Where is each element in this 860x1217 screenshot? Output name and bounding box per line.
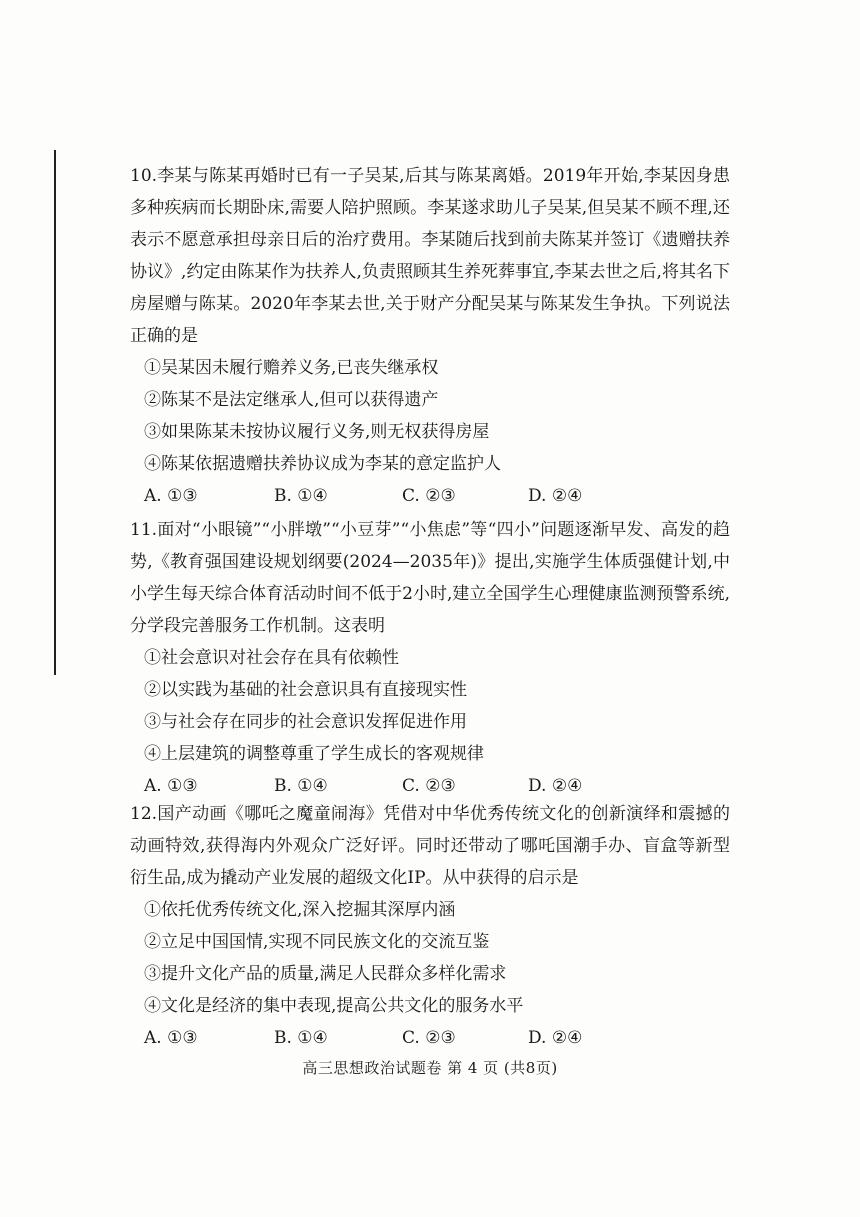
choice-c: C. ②③ [402,776,456,796]
choice-c: C. ②③ [402,1028,456,1048]
page-footer: 高三思想政治试题卷 第 4 页 (共8页) [302,1059,558,1077]
question-stem: 11.面对“小眼镜”“小胖墩”“小豆芽”“小焦虑”等“四小”问题逐渐早发、高发的趋势,《教育强国建设规划纲要(2024—2035年)》提出,实施学生体质强健计划,中小学生每天综合体育活动时间不低于2小时,建立全国学生心理健康监测预警系统,分学段完善服务工作机制。这表明 [130,520,730,636]
choice-b: B. ①④ [274,486,328,506]
choice-d: D. ②④ [528,1028,583,1048]
option-4: ④文化是经济的集中表现,提高公共文化的服务水平 [144,996,524,1016]
option-1: ①社会意识对社会存在具有依赖性 [144,648,399,668]
question-stem: 10.李某与陈某再婚时已有一子吴某,后其与陈某离婚。2019年开始,李某因身患多种疾病而长期卧床,需要人陪护照顾。李某遂求助儿子吴某,但吴某不顾不理,还表示不愿意承担母亲日后的治疗费用。李某随后找到前夫陈某并签订《遗赠扶养协议》,约定由陈某作为扶养人,负责照顾其生养死葬事宜,李某去世之后,将其名下房屋赠与陈某。2020年李某去世,关于财产分配吴某与陈某发生争执。下列说法正确的是 [130,166,730,346]
choice-d: D. ②④ [528,776,583,796]
option-2: ②以实践为基础的社会意识具有直接现实性 [144,680,467,700]
option-3: ③如果陈某未按协议履行义务,则无权获得房屋 [144,422,490,442]
answer-choices [130,1022,730,1054]
option-3: ③提升文化产品的质量,满足人民群众多样化需求 [144,964,507,984]
choice-a: A. ①③ [144,776,198,796]
option-1: ①依托优秀传统文化,深入挖掘其深厚内涵 [144,900,456,920]
question-10 [130,160,730,512]
choice-a: A. ①③ [144,1028,198,1048]
choice-b: B. ①④ [274,776,328,796]
option-2: ②立足中国国情,实现不同民族文化的交流互鉴 [144,932,490,952]
choice-d: D. ②④ [528,486,583,506]
option-2: ②陈某不是法定继承人,但可以获得遗产 [144,390,439,410]
question-11 [130,514,730,802]
option-4: ④上层建筑的调整尊重了学生成长的客观规律 [144,744,484,764]
option-1: ①吴某因未履行赡养义务,已丧失继承权 [144,358,439,378]
option-4: ④陈某依据遗赠扶养协议成为李某的意定监护人 [144,454,501,474]
choice-a: A. ①③ [144,486,198,506]
margin-rule [54,150,56,675]
question-stem: 12.国产动画《哪吒之魔童闹海》凭借对中华优秀传统文化的创新演绎和震撼的动画特效,获得海内外观众广泛好评。同时还带动了哪吒国潮手办、盲盒等新型衍生品,成为撬动产业发展的超级文化IP。从中获得的启示是 [130,804,730,888]
choice-b: B. ①④ [274,1028,328,1048]
question-12 [130,798,730,1054]
option-3: ③与社会存在同步的社会意识发挥促进作用 [144,712,467,732]
answer-choices [130,480,730,512]
choice-c: C. ②③ [402,486,456,506]
